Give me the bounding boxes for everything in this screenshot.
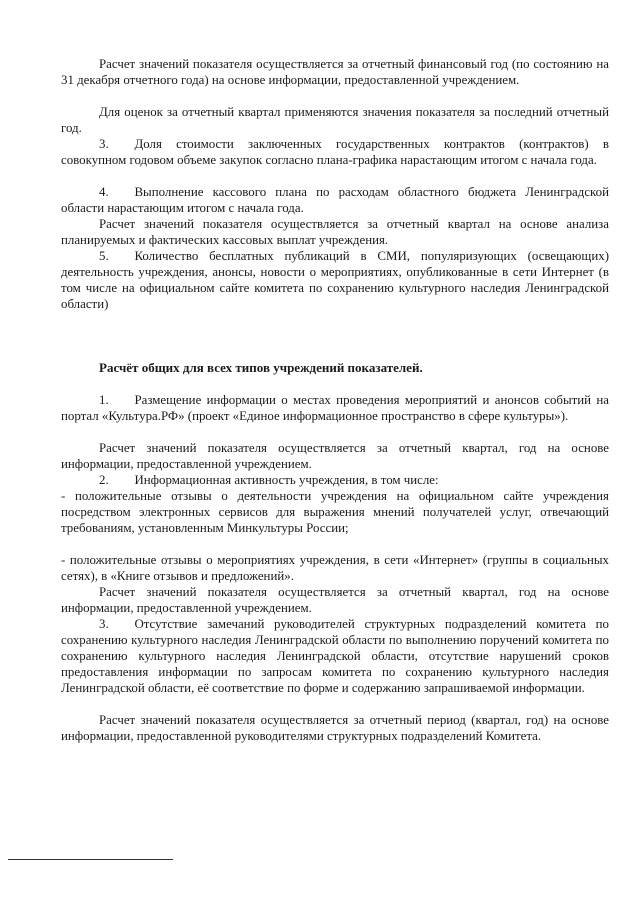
- paragraph-calc-quarter-year-2: Расчет значений показателя осуществляется за отчетный квартал, год на основе информации, предоставленной учреждением.: [61, 585, 609, 615]
- footnote-separator-line: [8, 859, 173, 860]
- section-heading: Расчёт общих для всех типов учреждений показателей.: [99, 360, 423, 375]
- paragraph-item-3-contracts: 3. Доля стоимости заключенных государственных контрактов (контрактов) в совокупном годовом объеме закупок согласно плана-графика нарастающим итогом с начала года.: [61, 137, 609, 167]
- paragraph-item-5-publications: 5. Количество бесплатных публикаций в СМИ, популяризующих (освещающих) деятельность учреждения, анонсы, новости о мероприятиях, опубликованные в сети Интернет (в том числе на официальном сайте комитета по сохранению культурного наследия Ленинградской области): [61, 249, 609, 311]
- paragraph-item-1-culture-portal: 1. Размещение информации о местах проведения мероприятий и анонсов событий на портал «Культура.РФ» (проект «Единое информационное пространство в сфере культуры»).: [61, 393, 609, 423]
- paragraph-bullet-event-reviews: - положительные отзывы о мероприятиях учреждения, в сети «Интернет» (группы в социальных сетях), в «Книге отзывов и предложений».: [61, 553, 609, 583]
- paragraph-item-4-cash-plan: 4. Выполнение кассового плана по расходам областного бюджета Ленинградской области нарастающим итогом с начала года.: [61, 185, 609, 215]
- paragraph-calc-financial-year: Расчет значений показателя осуществляется за отчетный финансовый год (по состоянию на 31 декабря отчетного года) на основе информации, предоставленной учреждением.: [61, 57, 609, 87]
- paragraph-calc-quarter-year-1: Расчет значений показателя осуществляется за отчетный квартал, год на основе информации, предоставленной учреждением.: [61, 441, 609, 471]
- paragraph-item-2-info-activity: 2. Информационная активность учреждения, в том числе:: [99, 473, 439, 487]
- paragraph-item-3-no-remarks: 3. Отсутствие замечаний руководителей структурных подразделений комитета по сохранению культурного наследия Ленинградской области по выполнению поручений комитета по сохранению культурного наследия Ленинградской области, отсутствие нарушений сроков предоставления информации по запросам комитета по сохранению культурного наследия Ленинградской области, её соответствие по форме и содержанию запрашиваемой информации.: [61, 617, 609, 695]
- paragraph-quarter-estimates: Для оценок за отчетный квартал применяются значения показателя за последний отчетный год.: [61, 105, 609, 135]
- paragraph-calc-period: Расчет значений показателя осуществляется за отчетный период (квартал, год) на основе информации, предоставленной руководителями структурных подразделений Комитета.: [61, 713, 609, 743]
- paragraph-calc-cash-payments: Расчет значений показателя осуществляется за отчетный квартал на основе анализа планируемых и фактических кассовых выплат учреждения.: [61, 217, 609, 247]
- paragraph-bullet-site-reviews: - положительные отзывы о деятельности учреждения на официальном сайте учреждения посредством электронных сервисов для выражения мнений получателей услуг, отвечающий требованиям, установленным Минкультуры России;: [61, 489, 609, 535]
